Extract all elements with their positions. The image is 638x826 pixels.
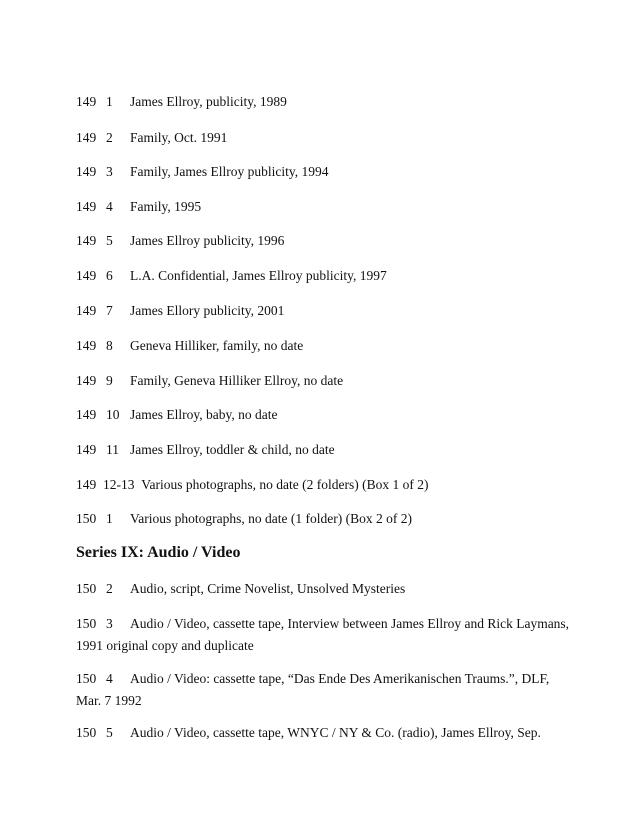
box-number: 149 bbox=[76, 233, 97, 248]
box-number: 149 bbox=[76, 130, 97, 145]
folder-number: 12-13 bbox=[103, 477, 135, 492]
box-number: 149 bbox=[76, 164, 97, 179]
entry-149-4 bbox=[76, 196, 576, 218]
entry-150-4 bbox=[76, 668, 576, 712]
box-number: 149 bbox=[76, 94, 97, 109]
entry-description: Geneva Hilliker, family, no date bbox=[130, 338, 304, 353]
folder-number: 8 bbox=[106, 338, 113, 353]
entry-149-3 bbox=[76, 161, 576, 183]
entry-150-1 bbox=[76, 508, 576, 530]
series-heading: Series IX: Audio / Video bbox=[76, 544, 241, 561]
folder-number: 9 bbox=[106, 373, 113, 388]
entry-description: Audio / Video: cassette tape, “Das Ende Des Amerikanischen Traums.”, DLF, Mar. 7 1992 bbox=[76, 671, 550, 708]
box-number: 150 bbox=[76, 725, 97, 740]
box-number: 150 bbox=[76, 581, 97, 596]
entry-description: L.A. Confidential, James Ellroy publicity, 1997 bbox=[130, 268, 387, 283]
box-number: 150 bbox=[76, 671, 97, 686]
folder-number: 5 bbox=[106, 725, 113, 740]
entry-description: Various photographs, no date (2 folders) (Box 1 of 2) bbox=[141, 477, 429, 492]
entry-description: Family, 1995 bbox=[130, 199, 202, 214]
entry-description: James Ellroy, publicity, 1989 bbox=[130, 94, 287, 109]
folder-number: 3 bbox=[106, 616, 113, 631]
folder-number: 2 bbox=[106, 130, 113, 145]
entry-description: Various photographs, no date (1 folder) (Box 2 of 2) bbox=[130, 511, 412, 526]
folder-number: 3 bbox=[106, 164, 113, 179]
entry-149-11 bbox=[76, 439, 576, 461]
entry-description: James Ellory publicity, 2001 bbox=[130, 303, 285, 318]
folder-number: 4 bbox=[106, 671, 113, 686]
entry-description: Family, Geneva Hilliker Ellroy, no date bbox=[130, 373, 344, 388]
entry-149-10 bbox=[76, 404, 576, 426]
entry-description: Family, James Ellroy publicity, 1994 bbox=[130, 164, 329, 179]
folder-number: 2 bbox=[106, 581, 113, 596]
folder-number: 6 bbox=[106, 268, 113, 283]
entry-149-12-13 bbox=[76, 474, 576, 496]
entry-150-3 bbox=[76, 613, 576, 657]
entry-150-5 bbox=[76, 722, 576, 744]
entry-description: James Ellroy publicity, 1996 bbox=[130, 233, 285, 248]
entry-description: James Ellroy, toddler & child, no date bbox=[130, 442, 335, 457]
folder-number: 11 bbox=[106, 442, 119, 457]
box-number: 149 bbox=[76, 373, 97, 388]
folder-number: 4 bbox=[106, 199, 113, 214]
box-number: 149 bbox=[76, 407, 97, 422]
box-number: 150 bbox=[76, 511, 97, 526]
entry-description: Audio / Video, cassette tape, WNYC / NY & Co. (radio), James Ellroy, Sep. bbox=[130, 725, 541, 740]
folder-number: 1 bbox=[106, 511, 113, 526]
box-number: 149 bbox=[76, 442, 97, 457]
box-number: 149 bbox=[76, 477, 97, 492]
folder-number: 7 bbox=[106, 303, 113, 318]
entry-149-5 bbox=[76, 230, 576, 252]
box-number: 149 bbox=[76, 199, 97, 214]
box-number: 149 bbox=[76, 303, 97, 318]
folder-number: 1 bbox=[106, 94, 113, 109]
box-number: 149 bbox=[76, 338, 97, 353]
box-number: 150 bbox=[76, 616, 97, 631]
entry-description: James Ellroy, baby, no date bbox=[130, 407, 278, 422]
box-number: 149 bbox=[76, 268, 97, 283]
entry-description: Audio, script, Crime Novelist, Unsolved Mysteries bbox=[130, 581, 406, 596]
entry-149-7 bbox=[76, 300, 576, 322]
entry-description: Audio / Video, cassette tape, Interview between James Ellroy and Rick Laymans, 1991 original copy and duplicate bbox=[76, 616, 570, 653]
entry-149-6 bbox=[76, 265, 576, 287]
entry-149-2 bbox=[76, 127, 576, 149]
folder-number: 10 bbox=[106, 407, 120, 422]
folder-number: 5 bbox=[106, 233, 113, 248]
entry-149-9 bbox=[76, 370, 576, 392]
entry-description: Family, Oct. 1991 bbox=[130, 130, 228, 145]
entry-150-2 bbox=[76, 578, 576, 600]
entry-149-1 bbox=[76, 91, 576, 113]
entry-149-8 bbox=[76, 335, 576, 357]
